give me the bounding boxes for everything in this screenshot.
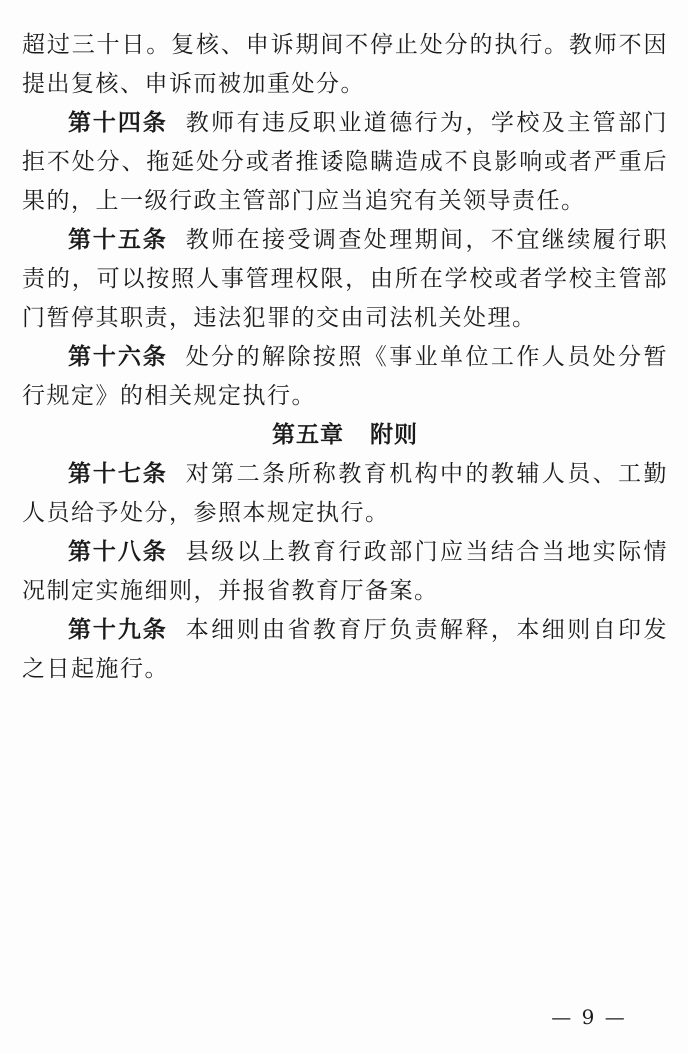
article-label: 第十五条 bbox=[68, 227, 168, 253]
article-15 bbox=[22, 221, 668, 338]
article-16 bbox=[22, 338, 668, 416]
article-text: 处分的解除按照《事业单位工作人员处分暂行规定》的相关规定执行。 bbox=[22, 344, 669, 409]
article-14 bbox=[22, 104, 668, 221]
article-18 bbox=[22, 533, 668, 611]
document-body bbox=[22, 26, 668, 689]
article-label: 第十四条 bbox=[68, 110, 168, 136]
article-label: 第十七条 bbox=[68, 461, 168, 487]
article-label: 第十九条 bbox=[68, 617, 168, 643]
article-17 bbox=[22, 455, 668, 533]
article-label: 第十八条 bbox=[68, 539, 168, 565]
chapter-heading bbox=[22, 416, 668, 455]
article-text: 教师有违反职业道德行为，学校及主管部门拒不处分、拖延处分或者推诿隐瞒造成不良影响或者严重后果的，上一级行政主管部门应当追究有关领导责任。 bbox=[22, 110, 669, 214]
page-number: — 9 — bbox=[551, 1005, 627, 1029]
article-text: 县级以上教育行政部门应当结合当地实际情况制定实施细则，并报省教育厅备案。 bbox=[22, 539, 669, 604]
article-19 bbox=[22, 611, 668, 689]
article-text: 对第二条所称教育机构中的教辅人员、工勤人员给予处分，参照本规定执行。 bbox=[22, 461, 669, 526]
opening-paragraph: 超过三十日。复核、申诉期间不停止处分的执行。教师不因提出复核、申诉而被加重处分。 bbox=[22, 32, 668, 97]
chapter-title: 附则 bbox=[370, 422, 418, 448]
article-text: 本细则由省教育厅负责解释，本细则自印发之日起施行。 bbox=[22, 617, 669, 682]
article-text: 教师在接受调查处理期间，不宜继续履行职责的，可以按照人事管理权限，由所在学校或者学校主管部门暂停其职责，违法犯罪的交由司法机关处理。 bbox=[22, 227, 669, 331]
article-label: 第十六条 bbox=[68, 344, 168, 370]
chapter-number: 第五章 bbox=[272, 422, 344, 448]
